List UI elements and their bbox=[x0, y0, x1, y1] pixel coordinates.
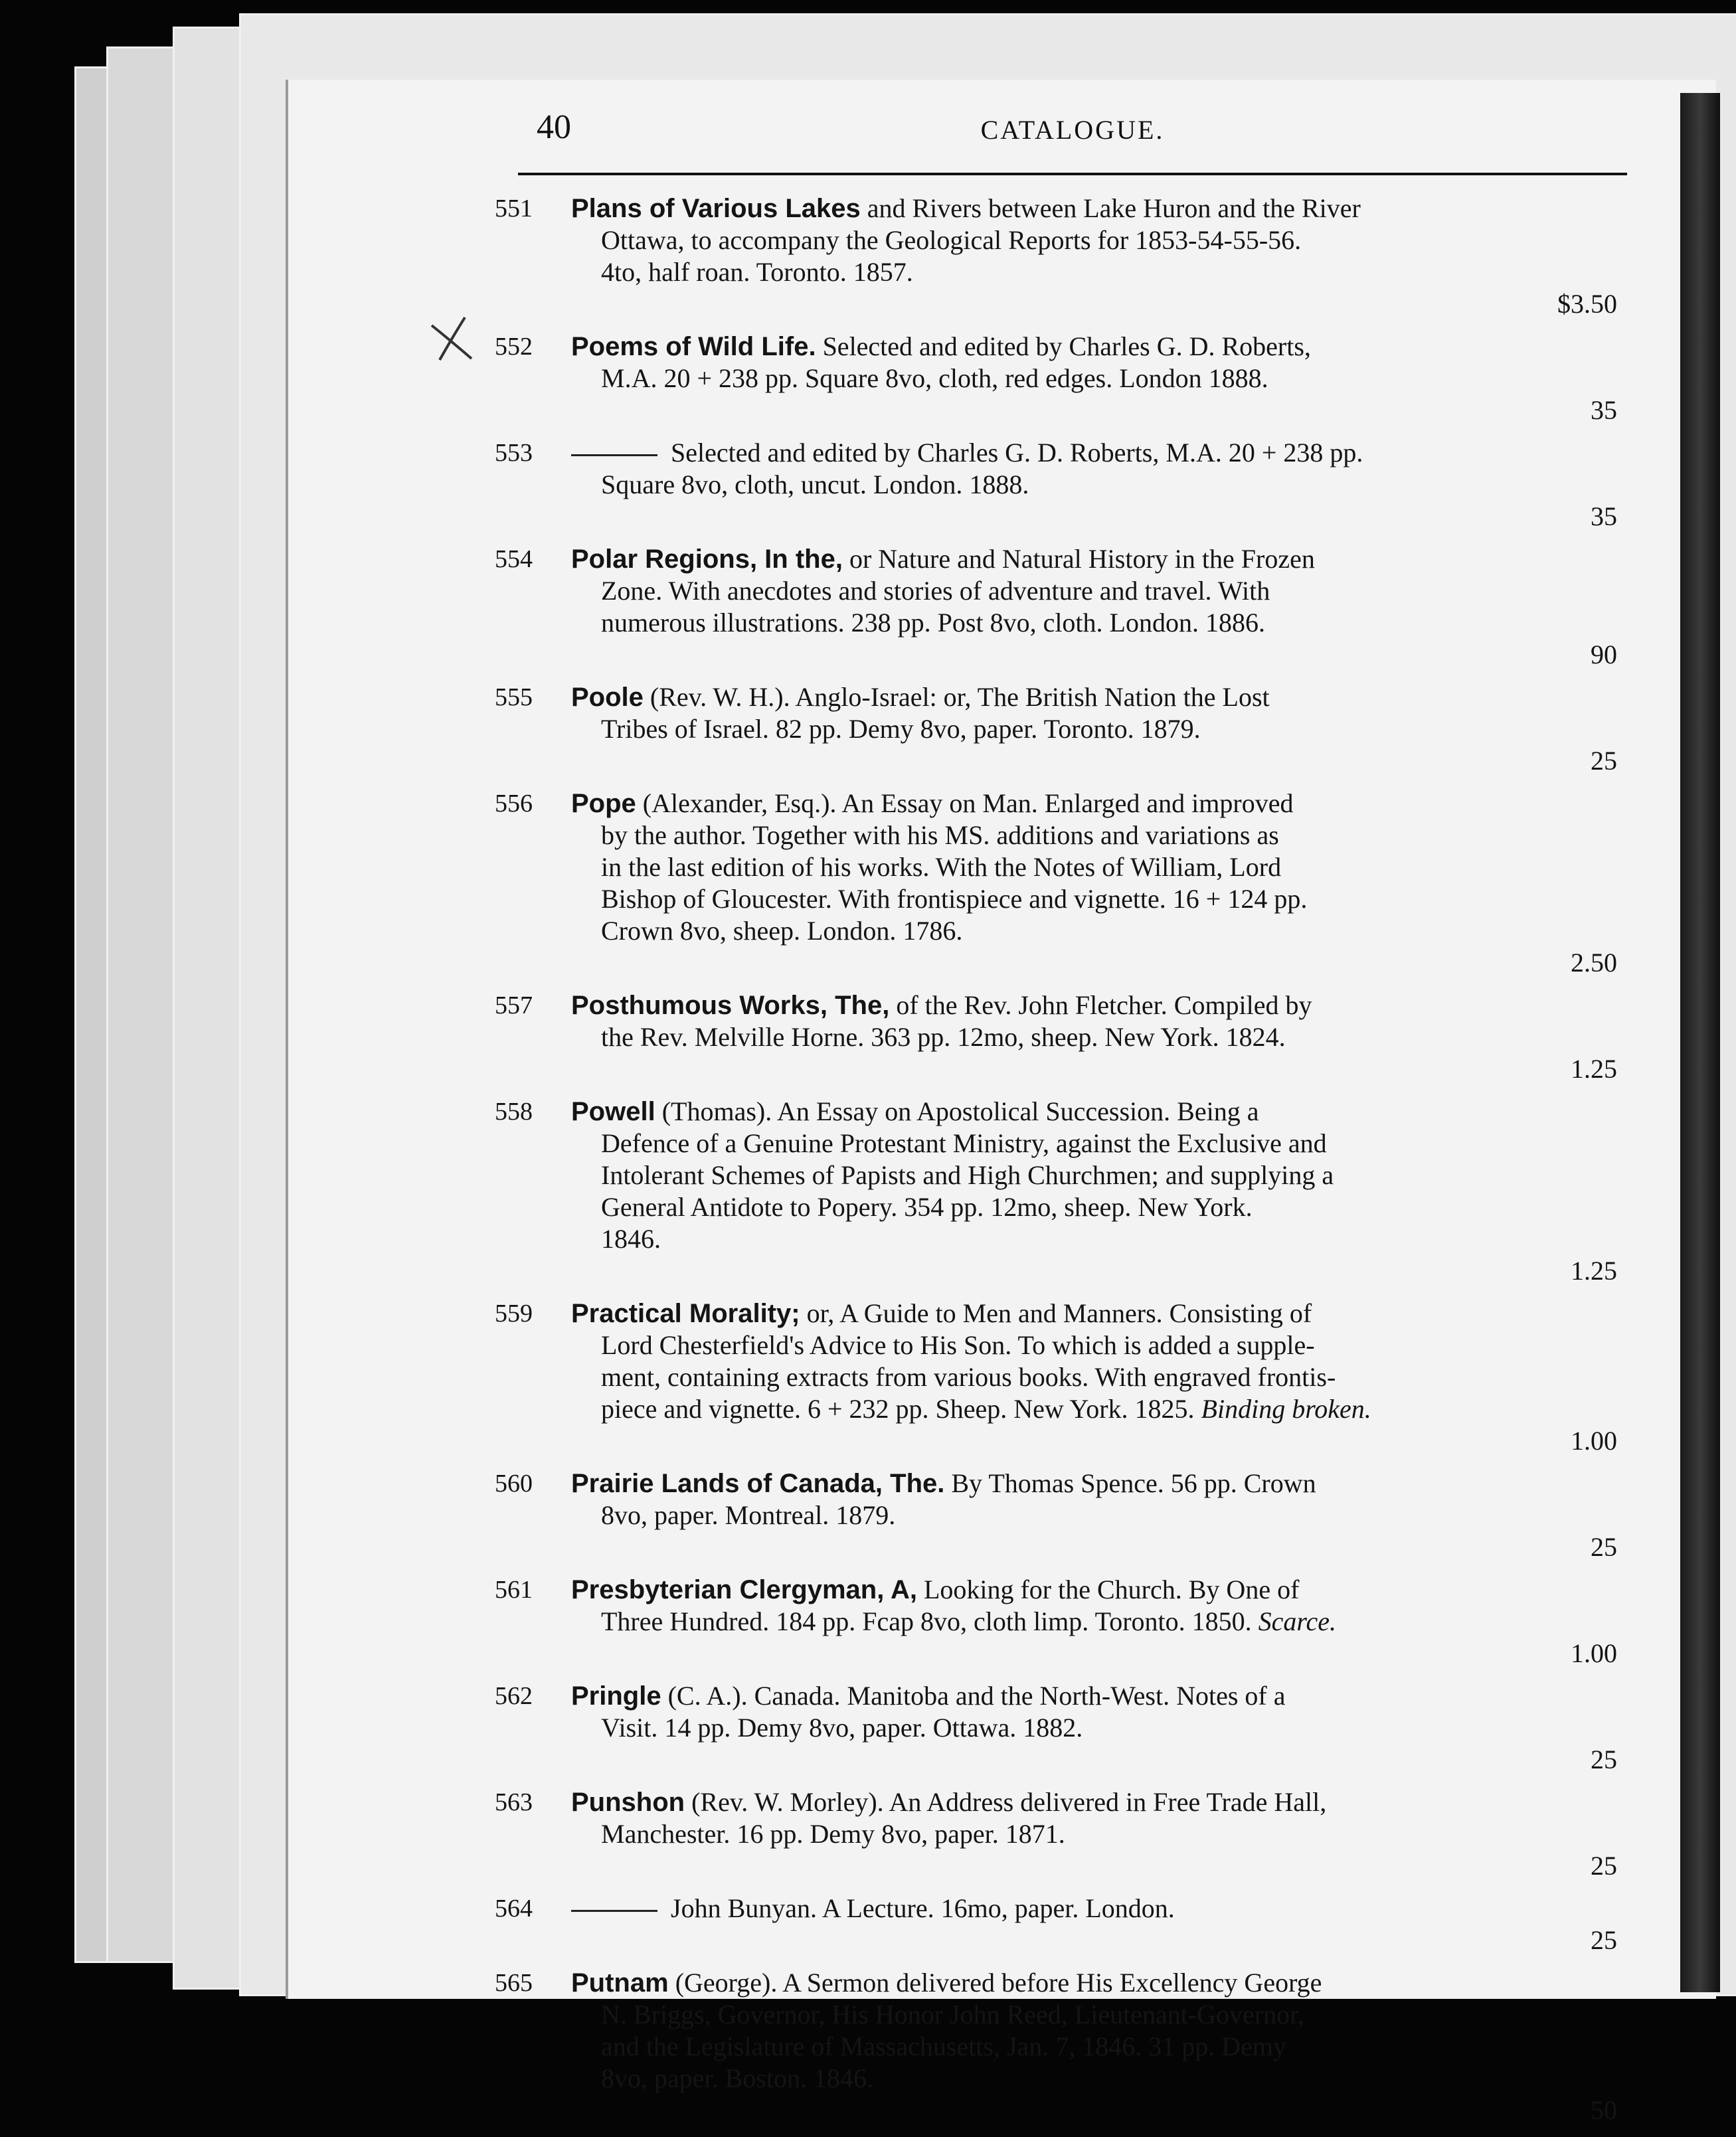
entry-number: 564 bbox=[495, 1895, 533, 1923]
entry-text: Selected and edited by Charles G. D. Roberts, M.A. 20 + 238 pp. bbox=[671, 438, 1363, 468]
entry-price: 25 bbox=[1591, 1851, 1617, 1881]
entry-text: By Thomas Spence. 56 pp. Crown bbox=[951, 1468, 1316, 1498]
entry-title: Putnam bbox=[571, 1968, 669, 1998]
entry-line bbox=[571, 469, 1624, 501]
entry-text: Selected and edited by Charles G. D. Roberts, bbox=[822, 331, 1311, 361]
entry-title: Powell bbox=[571, 1097, 655, 1126]
entry-line bbox=[571, 1393, 1624, 1425]
entry-text: Intolerant Schemes of Papists and High Churchmen; and supplying a bbox=[601, 1160, 1334, 1190]
entry-price: 2.50 bbox=[1571, 948, 1617, 978]
ditto-dash bbox=[571, 454, 657, 456]
ditto-dash bbox=[571, 1910, 657, 1912]
entry-line bbox=[571, 883, 1624, 915]
entry-price: 35 bbox=[1591, 501, 1617, 531]
entry-text: by the author. Together with his MS. additions and variations as bbox=[601, 820, 1279, 850]
entry-line bbox=[571, 1712, 1624, 1744]
catalogue-entry bbox=[495, 543, 1624, 671]
entry-line bbox=[571, 607, 1624, 639]
entry-first-line bbox=[571, 1574, 1624, 1606]
entry-text: Crown 8vo, sheep. London. 1786. bbox=[601, 916, 963, 946]
entry-number: 565 bbox=[495, 1969, 533, 1997]
entry-text: (Thomas). An Essay on Apostolical Succession. Being a bbox=[661, 1096, 1259, 1126]
entry-text: Three Hundred. 184 pp. Fcap 8vo, cloth limp. Toronto. 1850. bbox=[601, 1606, 1252, 1636]
entry-line bbox=[571, 256, 1624, 288]
entry-line bbox=[571, 1818, 1624, 1850]
entry-first-line bbox=[571, 543, 1624, 575]
entry-text: General Antidote to Popery. 354 pp. 12mo, sheep. New York. bbox=[601, 1192, 1253, 1222]
entry-first-line bbox=[571, 681, 1624, 713]
catalogue-entry bbox=[495, 1574, 1624, 1669]
entry-number: 558 bbox=[495, 1098, 533, 1126]
entry-title: Punshon bbox=[571, 1788, 685, 1817]
entry-first-line bbox=[571, 1680, 1624, 1712]
entry-price: 25 bbox=[1591, 746, 1617, 776]
entry-text: (Rev. W. H.). Anglo-Israel: or, The British Nation the Lost bbox=[650, 682, 1270, 712]
entry-price: 1.25 bbox=[1571, 1256, 1617, 1286]
entry-price: 25 bbox=[1591, 1745, 1617, 1774]
entry-title: Poems of Wild Life. bbox=[571, 332, 816, 361]
running-head: CATALOGUE. bbox=[980, 115, 1165, 145]
entry-text: M.A. 20 + 238 pp. Square 8vo, cloth, red edges. London 1888. bbox=[601, 363, 1268, 393]
entry-line bbox=[571, 1499, 1624, 1531]
entry-text: and the Legislature of Massachusetts, Jan. 7, 1846. 31 pp. Demy bbox=[601, 2031, 1287, 2061]
entry-number: 554 bbox=[495, 545, 533, 573]
entry-line bbox=[571, 1361, 1624, 1393]
entry-first-line bbox=[571, 193, 1624, 224]
entry-text: Zone. With anecdotes and stories of adventure and travel. With bbox=[601, 576, 1270, 606]
entry-number: 555 bbox=[495, 683, 533, 711]
entry-price: 25 bbox=[1591, 1532, 1617, 1562]
entry-price: 1.00 bbox=[1571, 1638, 1617, 1668]
entry-number: 561 bbox=[495, 1576, 533, 1604]
entry-price: $3.50 bbox=[1557, 289, 1617, 319]
entry-price: 90 bbox=[1591, 640, 1617, 669]
entry-line bbox=[571, 363, 1624, 394]
entry-text: of the Rev. John Fletcher. Compiled by bbox=[896, 990, 1312, 1020]
entry-title: Posthumous Works, The, bbox=[571, 991, 890, 1020]
entry-line bbox=[571, 1128, 1624, 1159]
entry-number: 559 bbox=[495, 1300, 533, 1327]
catalogue-entry bbox=[495, 331, 1624, 426]
entry-text: or, A Guide to Men and Manners. Consisting of bbox=[806, 1298, 1312, 1328]
entry-text: (Rev. W. Morley). An Address delivered in Free Trade Hall, bbox=[691, 1787, 1327, 1817]
entry-text: Defence of a Genuine Protestant Ministry, against the Exclusive and bbox=[601, 1128, 1327, 1158]
entry-text: 1846. bbox=[601, 1224, 661, 1254]
entry-line bbox=[571, 224, 1624, 256]
entry-text: ment, containing extracts from various books. With engraved frontis- bbox=[601, 1362, 1336, 1392]
entry-text: Square 8vo, cloth, uncut. London. 1888. bbox=[601, 470, 1029, 499]
entry-line bbox=[571, 1329, 1624, 1361]
entry-first-line bbox=[571, 1893, 1624, 1924]
entry-line bbox=[571, 2031, 1624, 2063]
entry-first-line bbox=[571, 1967, 1624, 1999]
pencil-x-mark bbox=[425, 312, 478, 365]
catalogue-entry bbox=[495, 788, 1624, 979]
entry-number: 552 bbox=[495, 333, 533, 361]
entry-text: John Bunyan. A Lecture. 16mo, paper. London. bbox=[671, 1893, 1175, 1923]
entry-text: Looking for the Church. By One of bbox=[923, 1575, 1300, 1604]
entry-number: 556 bbox=[495, 790, 533, 817]
entry-text: Visit. 14 pp. Demy 8vo, paper. Ottawa. 1882. bbox=[601, 1713, 1083, 1743]
entry-first-line bbox=[571, 788, 1624, 819]
catalogue-entry bbox=[495, 1298, 1624, 1457]
entry-line bbox=[571, 575, 1624, 607]
entry-first-line bbox=[571, 1786, 1624, 1818]
entry-text: the Rev. Melville Horne. 363 pp. 12mo, sheep. New York. 1824. bbox=[601, 1022, 1286, 1052]
entry-text: and Rivers between Lake Huron and the River bbox=[867, 193, 1361, 223]
entry-first-line bbox=[571, 1468, 1624, 1499]
page-number: 40 bbox=[537, 108, 571, 146]
entry-line bbox=[571, 1999, 1624, 2031]
catalogue-entry bbox=[495, 1096, 1624, 1287]
entry-first-line bbox=[571, 1298, 1624, 1329]
catalogue-entry bbox=[495, 1680, 1624, 1776]
entry-price: 50 bbox=[1591, 2095, 1617, 2125]
entry-text: 8vo, paper. Boston. 1846. bbox=[601, 2063, 873, 2093]
entry-first-line bbox=[571, 989, 1624, 1021]
entry-note: Scarce. bbox=[1258, 1606, 1336, 1636]
entry-line bbox=[571, 1021, 1624, 1053]
entry-text: 8vo, paper. Montreal. 1879. bbox=[601, 1500, 896, 1530]
catalogue-entry bbox=[495, 1468, 1624, 1563]
entry-line bbox=[571, 1191, 1624, 1223]
entry-text: numerous illustrations. 238 pp. Post 8vo, cloth. London. 1886. bbox=[601, 608, 1265, 638]
entry-number: 557 bbox=[495, 991, 533, 1019]
catalogue-entry bbox=[495, 1786, 1624, 1882]
entry-line bbox=[571, 819, 1624, 851]
page-header bbox=[518, 100, 1627, 175]
catalogue-entry bbox=[495, 1893, 1624, 1956]
entry-title: Plans of Various Lakes bbox=[571, 194, 861, 223]
entry-text: (C. A.). Canada. Manitoba and the North-West. Notes of a bbox=[667, 1681, 1286, 1711]
entry-number: 562 bbox=[495, 1682, 533, 1710]
entry-line bbox=[571, 713, 1624, 745]
entry-text: or Nature and Natural History in the Frozen bbox=[849, 544, 1315, 574]
book-spine bbox=[1680, 93, 1720, 1992]
entry-line bbox=[571, 2063, 1624, 2094]
catalogue-entry bbox=[495, 1967, 1624, 2126]
entry-title: Poole bbox=[571, 683, 644, 712]
entry-text: Bishop of Gloucester. With frontispiece and vignette. 16 + 124 pp. bbox=[601, 884, 1308, 914]
entry-price: 1.00 bbox=[1571, 1426, 1617, 1456]
entry-text: in the last edition of his works. With the Notes of William, Lord bbox=[601, 852, 1282, 882]
entry-text: piece and vignette. 6 + 232 pp. Sheep. New York. 1825. bbox=[601, 1394, 1195, 1424]
entry-number: 553 bbox=[495, 439, 533, 467]
entry-price: 25 bbox=[1591, 1925, 1617, 1955]
entry-number: 563 bbox=[495, 1788, 533, 1816]
entry-line bbox=[571, 1223, 1624, 1255]
entry-title: Pringle bbox=[571, 1681, 661, 1711]
entry-text: (Alexander, Esq.). An Essay on Man. Enlarged and improved bbox=[642, 788, 1294, 818]
entry-first-line bbox=[571, 437, 1624, 469]
catalogue-entry bbox=[495, 989, 1624, 1085]
catalogue-entry bbox=[495, 681, 1624, 777]
entry-line bbox=[571, 851, 1624, 883]
entry-number: 560 bbox=[495, 1470, 533, 1497]
entry-number: 551 bbox=[495, 195, 533, 222]
catalogue-entry bbox=[495, 437, 1624, 533]
entry-title: Polar Regions, In the, bbox=[571, 545, 843, 574]
entry-note: Binding broken. bbox=[1201, 1394, 1371, 1424]
entry-text: Lord Chesterfield's Advice to His Son. To which is added a supple- bbox=[601, 1330, 1315, 1360]
entry-title: Presbyterian Clergyman, A, bbox=[571, 1575, 917, 1604]
entry-text: Manchester. 16 pp. Demy 8vo, paper. 1871. bbox=[601, 1819, 1065, 1849]
entry-price: 1.25 bbox=[1571, 1054, 1617, 1084]
entry-text: Ottawa, to accompany the Geological Reports for 1853-54-55-56. bbox=[601, 225, 1302, 255]
entry-first-line bbox=[571, 1096, 1624, 1128]
entry-title: Pope bbox=[571, 789, 636, 818]
catalogue-entry bbox=[495, 193, 1624, 320]
entry-line bbox=[571, 915, 1624, 947]
entry-title: Practical Morality; bbox=[571, 1299, 800, 1328]
entry-line bbox=[571, 1606, 1624, 1638]
entry-text: 4to, half roan. Toronto. 1857. bbox=[601, 257, 913, 287]
entry-text: N. Briggs, Governor, His Honor John Reed, Lieutenant-Governor, bbox=[601, 2000, 1304, 2029]
entry-line bbox=[571, 1159, 1624, 1191]
entry-text: (George). A Sermon delivered before His Excellency George bbox=[675, 1968, 1322, 1998]
entry-first-line bbox=[571, 331, 1624, 363]
entry-text: Tribes of Israel. 82 pp. Demy 8vo, paper. Toronto. 1879. bbox=[601, 714, 1201, 744]
catalogue-entries bbox=[495, 193, 1624, 2137]
entry-price: 35 bbox=[1591, 395, 1617, 425]
entry-title: Prairie Lands of Canada, The. bbox=[571, 1469, 945, 1498]
